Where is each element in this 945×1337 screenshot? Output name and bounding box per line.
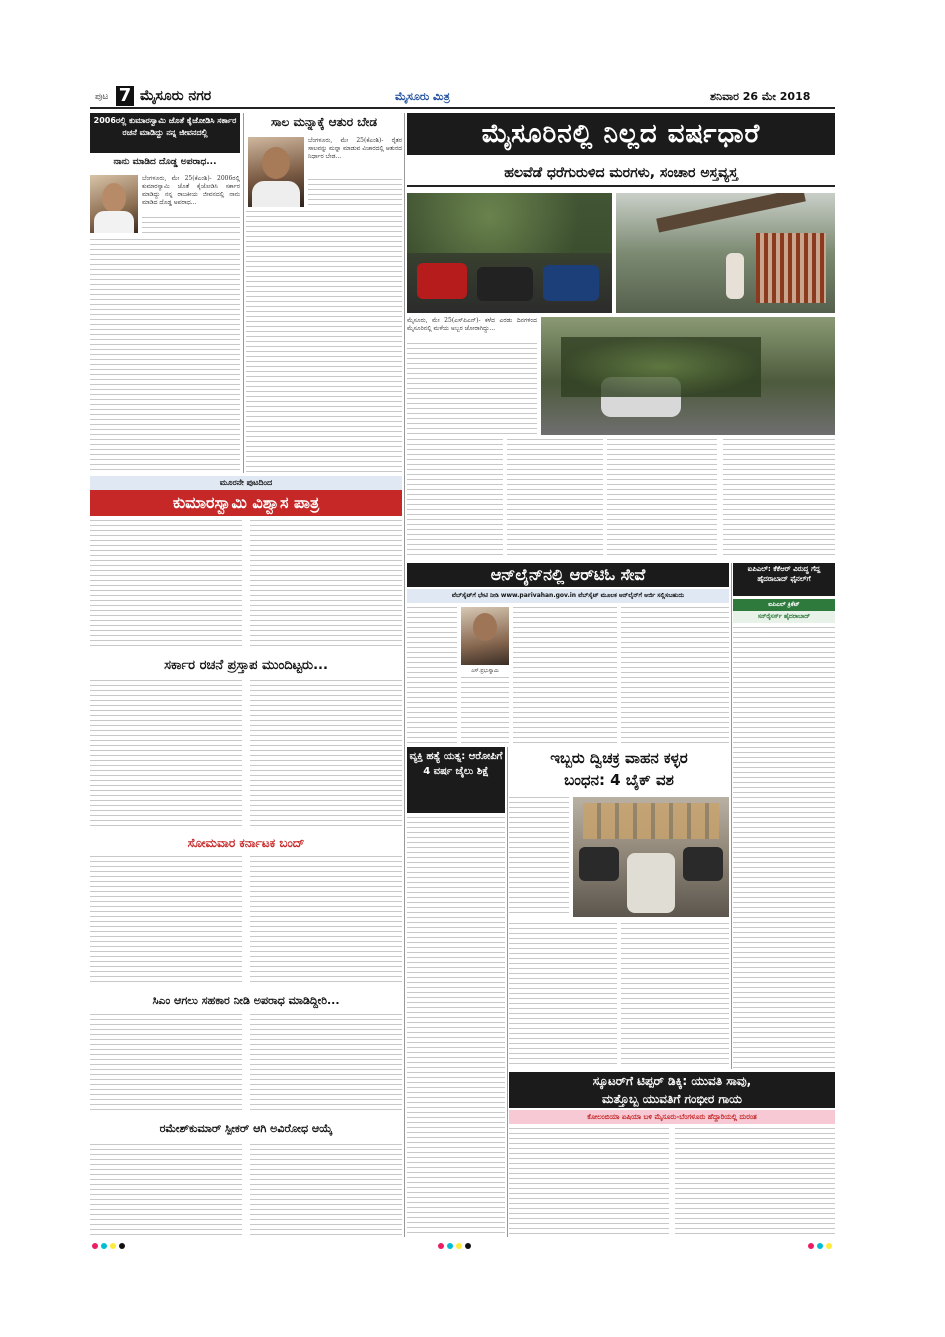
rto-text-block <box>621 607 729 743</box>
photo-bike <box>477 267 533 301</box>
fallen-tree-photo <box>616 193 835 313</box>
lead-text-block <box>507 439 603 559</box>
photo-gate <box>756 233 826 303</box>
masthead-rule <box>90 107 835 109</box>
photo-pedestrians <box>726 253 744 299</box>
lead-story <box>407 113 835 559</box>
theft-text-block <box>509 797 569 917</box>
accident-headline-line2: ಮತ್ತೊಬ್ಬ ಯುವತಿಗೆ ಗಂಭೀರ ಗಾಯ <box>509 1090 835 1108</box>
kumaraswamy-photo <box>248 137 304 207</box>
rto-strap: ವೆಬ್‌ಸೈಟ್‌ಗೆ ಭೇಟಿ ನೀಡಿ www.parivahan.gov.in ವೆಬ್‌ಸೈಟ್ ಮೂಲಕ ಆನ್‌ಲೈನ್‌ಗೆ ಅರ್ಜಿ ಸಲ್ಲಿಸಬಹುದು <box>407 589 729 603</box>
kumaraswamy-text-block <box>250 856 402 986</box>
photo-bike <box>579 847 619 881</box>
rto-photo-caption: ಎಸ್.ಪ್ರಭುಸ್ವಾಮಿ <box>471 668 499 674</box>
registration-dot <box>110 1243 116 1249</box>
rto-officer-photo <box>461 607 509 665</box>
rain-bikes-photo <box>407 193 612 313</box>
registration-dot <box>92 1243 98 1249</box>
kumaraswamy-kicker: ಮೂರನೇ ಪುಟದಿಂದ <box>90 476 402 490</box>
kumaraswamy-subhead: ಸರ್ಕಾರ ರಚನೆ ಪ್ರಸ್ತಾಪ ಮುಂದಿಟ್ಟರು... <box>164 658 328 673</box>
registration-dot <box>465 1243 471 1249</box>
accident-text-block <box>675 1128 835 1237</box>
lead-text-block <box>407 439 503 559</box>
accident-story <box>509 1072 835 1237</box>
lead-headline: ಮೈಸೂರಿನಲ್ಲಿ ನಿಲ್ಲದ ವರ್ಷಧಾರೆ <box>407 113 835 155</box>
photo-face <box>473 613 497 641</box>
murder-text-block <box>407 817 505 1237</box>
kumaraswamy-text-block <box>250 680 402 830</box>
photo-accused <box>627 853 675 913</box>
left-story-text-block <box>90 239 240 473</box>
column-divider <box>404 113 405 1237</box>
rto-text-block <box>461 677 509 743</box>
theft-headline-line1: ಇಬ್ಬರು ದ್ವಿಚಕ್ರ ವಾಹನ ಕಳ್ಳರ <box>550 749 688 767</box>
left-story-headline: 2006ರಲ್ಲಿ ಕುಮಾರಸ್ವಾಮಿ ಜೊತೆ ಕೈಜೋಡಿಸಿ ಸರ್ಕಾರ ರಚನೆ ಮಾಡಿದ್ದು ನನ್ನ ಜೀವನದಲ್ಲಿ <box>90 113 240 153</box>
section-title: ಮೈಸೂರು ನಗರ <box>140 88 212 104</box>
photo-bike <box>417 263 467 299</box>
ipl-text-block <box>733 627 835 1069</box>
left-story-subhead: ನಾನು ಮಾಡಿದ ದೊಡ್ಡ ಅಪರಾಧ... <box>113 157 217 167</box>
kumaraswamy-text-block <box>250 1144 402 1236</box>
registration-dot <box>447 1243 453 1249</box>
page-label: ಪುಟ <box>95 92 109 102</box>
yeddyurappa-photo <box>90 175 138 233</box>
kumaraswamy-headline: ಕುಮಾರಸ್ವಾಮಿ ವಿಶ್ವಾಸ ಪಾತ್ರ <box>90 490 402 516</box>
photo-bike <box>683 847 723 881</box>
kumaraswamy-text-block <box>90 520 242 650</box>
photo-tree-canopy <box>407 193 612 253</box>
murder-story <box>407 747 505 1237</box>
paper-name: ಮೈಸೂರು ಮಿತ್ರ <box>395 90 450 103</box>
left-story-text-block <box>142 217 240 235</box>
lead-text-block <box>607 439 717 559</box>
photo-shirt <box>94 211 134 233</box>
lead-text-block <box>723 439 835 559</box>
registration-dot <box>808 1243 814 1249</box>
middle-story-lede: ಬೆಂಗಳೂರು, ಮೇ 25(ಕೆಎಂಶಿ)- ರೈತರ ಸಾಲವನ್ನು ಮನ್ನಾ ಮಾಡುವ ವಿಚಾರದಲ್ಲಿ ಆತುರದ ನಿರ್ಧಾರ ಬೇಡ... <box>308 137 402 160</box>
lead-text-block <box>407 343 537 435</box>
kumaraswamy-text-block <box>90 856 242 986</box>
kumaraswamy-story <box>90 476 402 1236</box>
rto-text-block <box>513 607 617 743</box>
cm-subhead: ಸಿಎಂ ಆಗಲು ಸಹಕಾರ ನೀಡಿ ಅಪರಾಧ ಮಾಡಿದ್ದೀರಿ... <box>152 994 340 1007</box>
kumaraswamy-text-block <box>90 1014 242 1114</box>
left-story-lede: ಬೆಂಗಳೂರು, ಮೇ 25(ಕೆಎಂಶಿ)- 2006ರಲ್ಲಿ ಕುಮಾರಸ್ವಾಮಿ ಜೊತೆ ಕೈಜೋಡಿಸಿ ಸರ್ಕಾರ ಮಾಡಿದ್ದು ನನ್ನ ರಾಜಕೀಯ ಜೀವನದಲ್ಲಿ ನಾನು ಮಾಡಿದ ದೊಡ್ಡ ಅಪರಾಧ... <box>142 175 240 206</box>
theft-story <box>509 747 729 1067</box>
registration-dot <box>101 1243 107 1249</box>
seized-bikes-photo <box>573 797 729 917</box>
lead-subhead: ಹಲವೆಡೆ ಧರೆಗುರುಳಿದ ಮರಗಳು, ಸಂಚಾರ ಅಸ್ತವ್ಯಸ್ತ <box>407 161 835 187</box>
registration-dot <box>826 1243 832 1249</box>
registration-dot <box>438 1243 444 1249</box>
ipl-kicker-team: ಸನ್‌ರೈಸರ್ಸ್ ಹೈದರಾಬಾದ್ <box>733 611 835 623</box>
rto-headline: ಆನ್‌ಲೈನ್‌ನಲ್ಲಿ ಆರ್‌ಟಿಓ ಸೇವೆ <box>407 563 729 587</box>
issue-date: ಶನಿವಾರ 26 ಮೇ 2018 <box>710 90 811 103</box>
theft-text-block <box>509 923 617 1067</box>
photo-police-group <box>583 803 719 839</box>
photo-face <box>102 183 126 213</box>
ipl-kicker: ಐಪಿಎಲ್ ಕ್ರಿಕೆಟ್ <box>733 599 835 611</box>
rto-story <box>407 563 729 743</box>
registration-dot <box>456 1243 462 1249</box>
kumaraswamy-text-block <box>90 1144 242 1236</box>
murder-headline: ವ್ಯಕ್ತಿ ಹತ್ಯೆ ಯತ್ನ: ಆರೋಪಿಗೆ 4 ವರ್ಷ ಜೈಲು ಶಿಕ್ಷೆ <box>407 747 505 813</box>
column-divider <box>731 563 732 1069</box>
bandh-subhead: ಸೋಮವಾರ ಕರ್ನಾಟಕ ಬಂದ್ <box>187 836 305 850</box>
photo-tree-trunk <box>656 193 806 232</box>
kumaraswamy-text-block <box>250 520 402 650</box>
masthead <box>90 86 835 108</box>
photo-branches <box>561 337 761 397</box>
photo-shirt <box>252 181 300 207</box>
column-divider <box>243 113 244 473</box>
theft-text-block <box>621 923 729 1067</box>
kumaraswamy-text-block <box>250 1014 402 1114</box>
middle-story <box>246 113 402 473</box>
accident-headline-line1: ಸ್ಕೂಟರ್‌ಗೆ ಟಿಪ್ಪರ್ ಡಿಕ್ಕಿ: ಯುವತಿ ಸಾವು, <box>509 1072 835 1090</box>
middle-story-headline: ಸಾಲ ಮನ್ನಾಕ್ಕೆ ಆತುರ ಬೇಡ <box>270 115 378 129</box>
lead-lede: ಮೈಸೂರು, ಮೇ 25(ಎಸ್‌ಪಿಎನ್)- ಕಳೆದ ಎರಡು ದಿನಗಳಿಂದ ಮೈಸೂರಿನಲ್ಲಿ ಮಳೆಯ ಅಬ್ಬರ ಜೋರಾಗಿದ್ದು... <box>407 317 537 332</box>
photo-bike <box>543 265 599 301</box>
theft-headline-line2: ಬಂಧನ: 4 ಬೈಕ್ ವಶ <box>564 771 674 789</box>
rto-text-block <box>407 607 457 743</box>
left-story <box>90 113 240 473</box>
ipl-story <box>733 563 835 1069</box>
accident-strap: ಕೋಲಂಬಿಯಾ ಏಷಿಯಾ ಬಳಿ ಮೈಸೂರು-ಬೆಂಗಳೂರು ಹೆದ್ದಾರಿಯಲ್ಲಿ ದುರಂತ <box>509 1110 835 1124</box>
accident-text-block <box>509 1128 669 1237</box>
speaker-subhead: ರಮೇಶ್‌ಕುಮಾರ್ ಸ್ಪೀಕರ್ ಆಗಿ ಅವಿರೋಧ ಆಯ್ಕೆ <box>159 1122 333 1135</box>
middle-story-text-block <box>308 179 402 207</box>
page-number-badge: 7 <box>116 86 134 106</box>
tree-on-car-photo <box>541 317 835 435</box>
ipl-headline: ಐಪಿಎಲ್: ಕೆಕೆಆರ್ ವಿರುದ್ಧ ಗೆದ್ದ ಹೈದರಾಬಾದ್ ಫೈನಲ್‌ಗೆ <box>733 563 835 596</box>
registration-dot <box>817 1243 823 1249</box>
column-divider <box>507 747 508 1237</box>
kumaraswamy-text-block <box>90 680 242 830</box>
middle-story-text-block <box>246 211 402 473</box>
photo-face <box>262 147 290 179</box>
registration-dot <box>119 1243 125 1249</box>
